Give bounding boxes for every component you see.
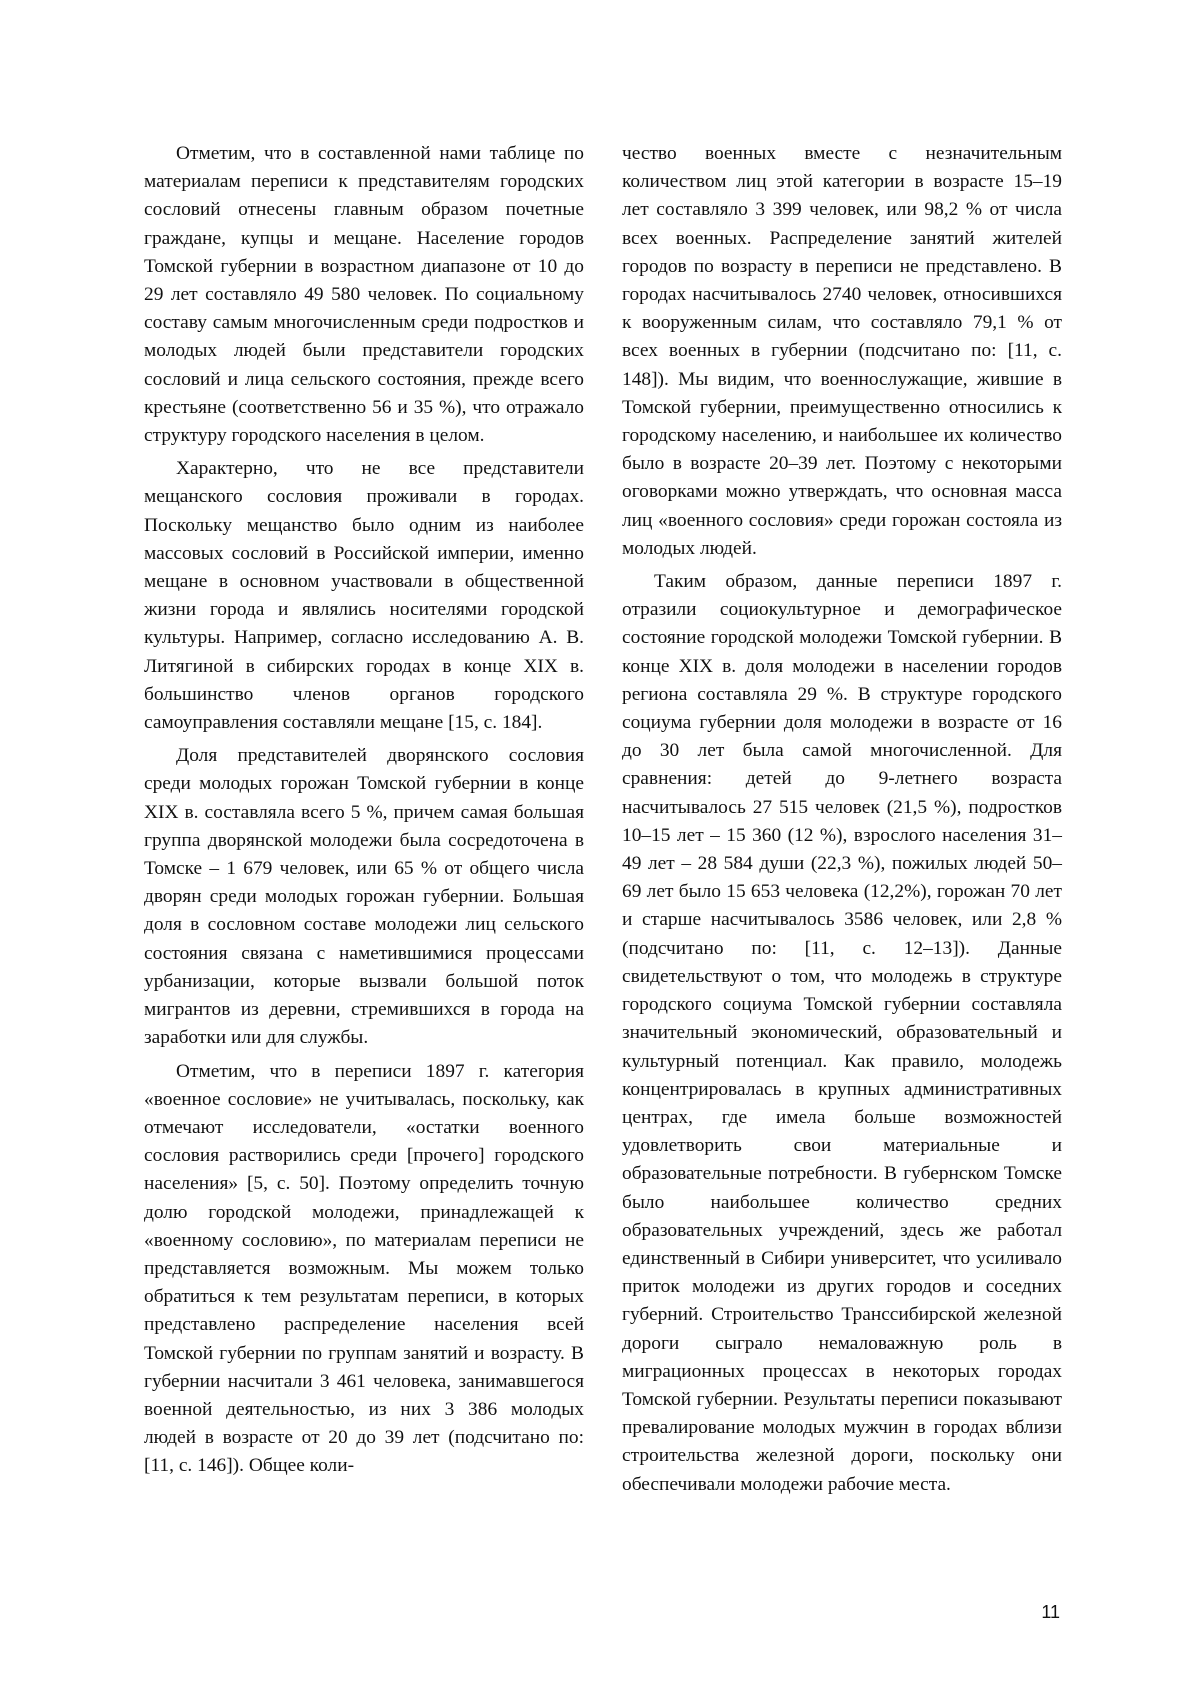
paragraph: Отметим, что в переписи 1897 г. категория «военное сословие» не учитывалась, поскольку, как отмечают исследователи, «остатки военного сословия растворились среди [прочего] городского населения» [5, с. 50]. Поэтому определить точную долю городской молодежи, принадлежащей к «военному сословию», по материалам переписи не представляется возможным. Мы можем только обратиться к тем результатам переписи, в которых представлено распределение населения всей Томской губернии по группам занятий и возрасту. В губернии насчитали 3 461 человека, занимавшегося военной деятельностью, из них 3 386 молодых людей в возрасте от 20 до 39 лет (подсчитано по: [11, с. 146]). Общее коли-: [144, 1060, 584, 1477]
page-number: 11: [1041, 1602, 1060, 1622]
paragraph: Доля представителей дворянского сословия среди молодых горожан Томской губернии в конце XIX в. составляла всего 5 %, причем самая большая группа дворянской молодежи была сосредоточена в Томске – 1 679 человек, или 65 % от общего числа дворян среди молодых горожан губернии. Большая доля в сословном составе молодежи лиц сельского состояния связана с наметившимися процессами урбанизации, которые вызвали большой поток мигрантов из деревни, стремившихся в города на заработки или для службы.: [144, 745, 584, 1049]
paragraph: Отметим, что в составленной нами таблице по материалам переписи к представителям городских сословий отнесены главным образом почетные граждане, купцы и мещане. Население городов Томской губернии в возрастном диапазоне от 10 до 29 лет составляло 49 580 человек. По социальному составу самым многочисленным среди подростков и молодых людей были представители городских сословий и лица сельского состояния, прежде всего крестьяне (соответственно 56 и 35 %), что отражало структуру городского населения в целом.: [144, 143, 584, 447]
left-text-column: [144, 140, 584, 1486]
right-text-column: [622, 140, 1062, 1504]
paragraph-continuation: чество военных вместе с незначительным количеством лиц этой категории в возрасте 15–19 лет составляло 3 399 человек, или 98,2 % от числа всех военных. Распределение занятий жителей городов по возрасту в переписи не представлено. В городах насчитывалось 2740 человек, относившихся к вооруженным силам, что составляло 79,1 % от всех военных в губернии (подсчитано по: [11, с. 148]). Мы видим, что военнослужащие, жившие в Томской губернии, преимущественно относились к городскому населению, и наибольшее их количество было в возрасте 20–39 лет. Поэтому с некоторыми оговорками можно утверждать, что основная масса лиц «военного сословия» среди горожан состояла из молодых людей.: [622, 143, 1062, 559]
paragraph: Таким образом, данные переписи 1897 г. отразили социокультурное и демографическое состояние городской молодежи Томской губернии. В конце XIX в. доля молодежи в населении городов региона составляла 29 %. В структуре городского социума губернии доля молодежи в возрасте от 16 до 30 лет была самой многочисленной. Для сравнения: детей до 9-летнего возраста насчитывалось 27 515 человек (21,5 %), подростков 10–15 лет – 15 360 (12 %), взрослого населения 31–49 лет – 28 584 души (22,3 %), пожилых людей 50–69 лет было 15 653 человека (12,2%), горожан 70 лет и старше насчитывалось 3586 человек, или 2,8 % (подсчитано по: [11, с. 12–13]). Данные свидетельствуют о том, что молодежь в структуре городского социума Томской губернии составляла значительный экономический, образовательный и культурный потенциал. Как правило, молодежь концентрировалась в крупных административных центрах, где имела больше возможностей удовлетворить свои материальные и образовательные потребности. В губернском Томске было наибольшее количество средних образовательных учреждений, здесь же работал единственный в Сибири университет, что усиливало приток молодежи из других городов и соседних губерний. Строительство Транссибирской железной дороги сыграло немаловажную роль в миграционных процессах в некоторых городах Томской губернии. Результаты переписи показывают превалирование молодых мужчин в городах вблизи строительства железной дороги, поскольку они обеспечивали молодежи рабочие места.: [622, 571, 1062, 1495]
paragraph: Характерно, что не все представители мещанского сословия проживали в городах. Поскольку мещанство было одним из наиболее массовых сословий в Российской империи, именно мещане в основном участвовали в общественной жизни города и являлись носителями городской культуры. Например, согласно исследованию А. В. Литягиной в сибирских городах в конце XIX в. большинство членов органов городского самоуправления составляли мещане [15, с. 184].: [144, 458, 584, 734]
